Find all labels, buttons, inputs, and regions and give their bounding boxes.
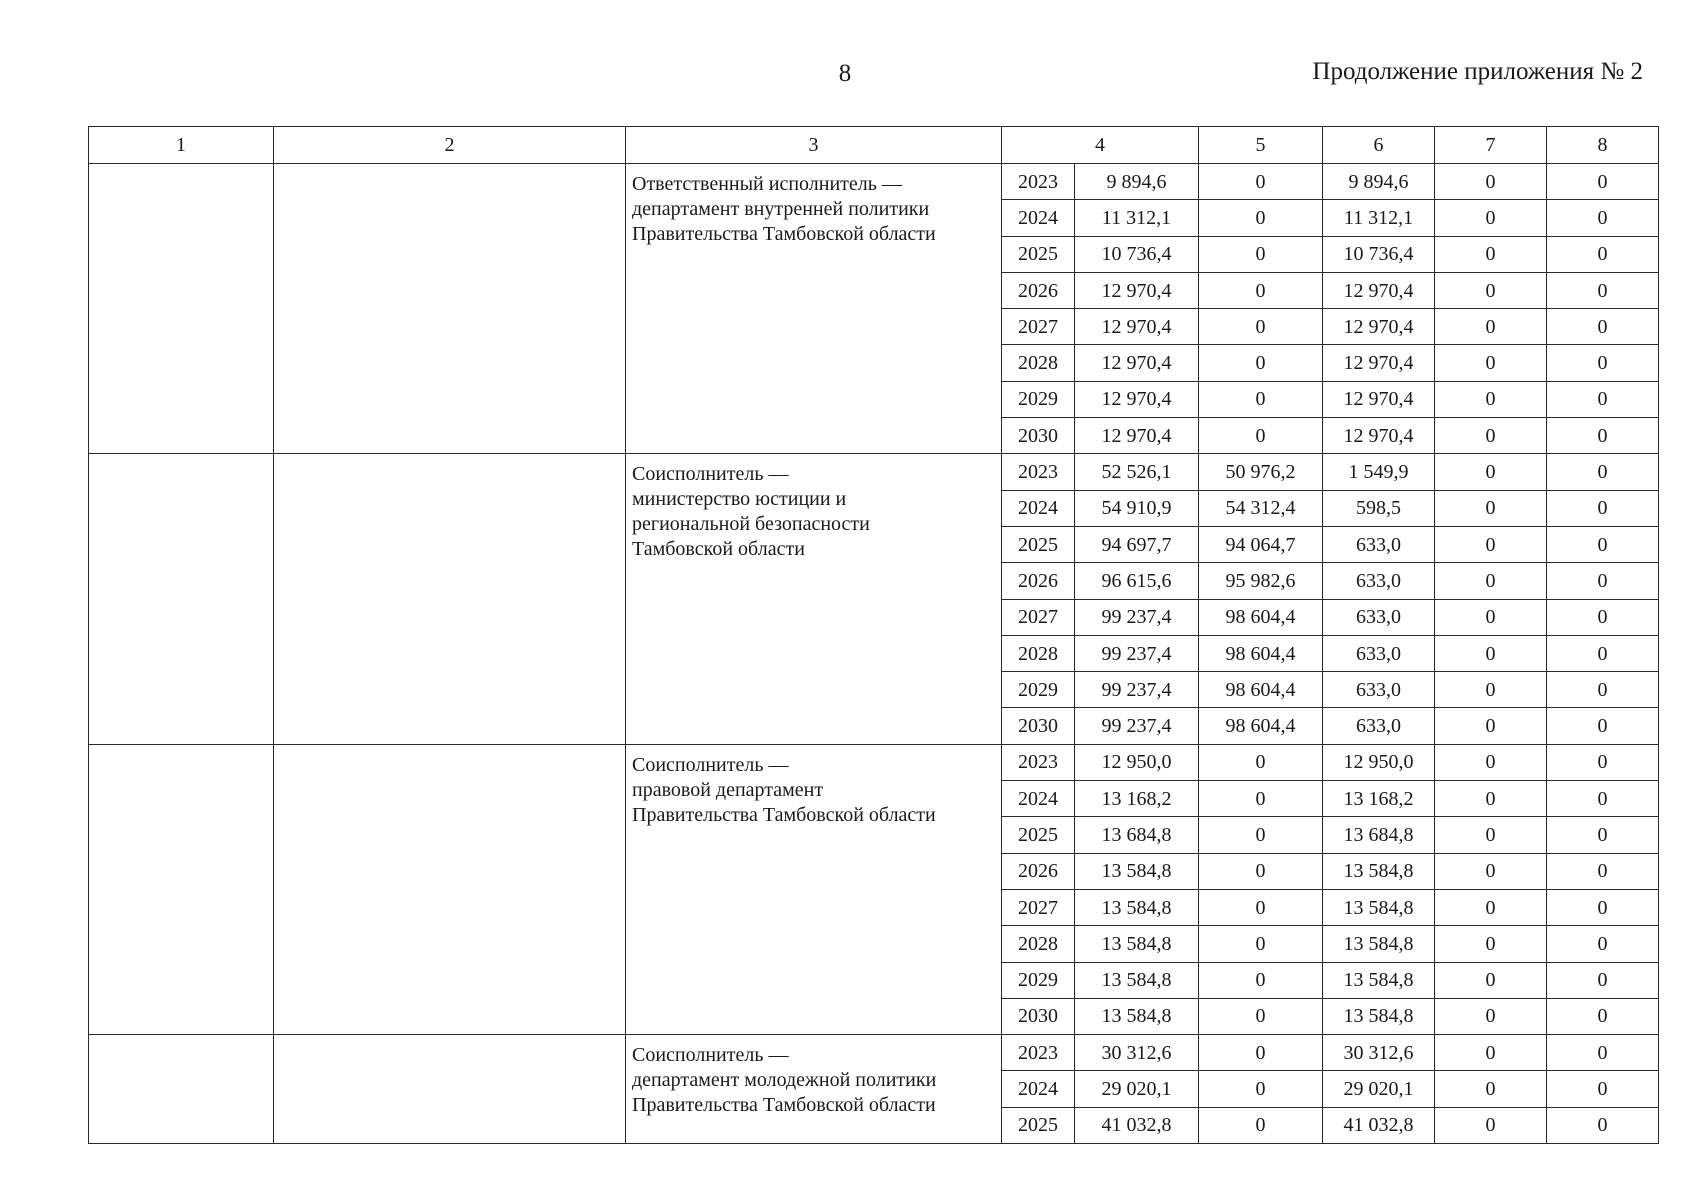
table-row (89, 454, 1659, 490)
value-cell-6: 29 020,1 (1323, 1071, 1435, 1107)
value-cell-4: 11 312,1 (1075, 200, 1199, 236)
value-cell-4: 10 736,4 (1075, 236, 1199, 272)
value-cell-7: 0 (1435, 309, 1547, 345)
value-cell-5: 0 (1199, 272, 1323, 308)
column-header: 2 (274, 127, 626, 164)
cell-col2 (274, 1035, 626, 1144)
value-cell-7: 0 (1435, 817, 1547, 853)
column-header: 8 (1547, 127, 1659, 164)
value-cell-7: 0 (1435, 236, 1547, 272)
year-cell: 2023 (1002, 1035, 1075, 1071)
value-cell-7: 0 (1435, 1071, 1547, 1107)
year-cell: 2027 (1002, 599, 1075, 635)
value-cell-7: 0 (1435, 889, 1547, 925)
column-header: 7 (1435, 127, 1547, 164)
value-cell-5: 98 604,4 (1199, 672, 1323, 708)
value-cell-6: 12 950,0 (1323, 744, 1435, 780)
value-cell-6: 12 970,4 (1323, 418, 1435, 454)
value-cell-4: 13 168,2 (1075, 781, 1199, 817)
value-cell-4: 12 970,4 (1075, 272, 1199, 308)
value-cell-5: 0 (1199, 998, 1323, 1034)
year-cell: 2024 (1002, 781, 1075, 817)
continuation-title: Продолжение приложения № 2 (1312, 58, 1643, 85)
executor-cell: Соисполнитель — министерство юстиции и региональной безопасности Тамбовской области (626, 454, 1002, 744)
value-cell-5: 0 (1199, 889, 1323, 925)
value-cell-5: 0 (1199, 853, 1323, 889)
column-header: 6 (1323, 127, 1435, 164)
cell-col2 (274, 744, 626, 1034)
value-cell-4: 94 697,7 (1075, 526, 1199, 562)
value-cell-4: 30 312,6 (1075, 1035, 1199, 1071)
value-cell-7: 0 (1435, 345, 1547, 381)
value-cell-8: 0 (1547, 1107, 1659, 1143)
value-cell-8: 0 (1547, 236, 1659, 272)
value-cell-5: 0 (1199, 200, 1323, 236)
value-cell-7: 0 (1435, 1035, 1547, 1071)
value-cell-8: 0 (1547, 418, 1659, 454)
value-cell-4: 12 950,0 (1075, 744, 1199, 780)
value-cell-8: 0 (1547, 708, 1659, 744)
header-row (89, 127, 1659, 164)
value-cell-5: 0 (1199, 418, 1323, 454)
table-row (89, 744, 1659, 780)
value-cell-5: 0 (1199, 962, 1323, 998)
value-cell-7: 0 (1435, 926, 1547, 962)
year-cell: 2025 (1002, 236, 1075, 272)
year-cell: 2026 (1002, 272, 1075, 308)
year-cell: 2028 (1002, 926, 1075, 962)
cell-col1 (89, 454, 274, 744)
value-cell-4: 12 970,4 (1075, 381, 1199, 417)
value-cell-8: 0 (1547, 200, 1659, 236)
value-cell-8: 0 (1547, 381, 1659, 417)
executor-cell: Соисполнитель — департамент молодежной политики Правительства Тамбовской области (626, 1035, 1002, 1144)
value-cell-4: 52 526,1 (1075, 454, 1199, 490)
year-cell: 2023 (1002, 454, 1075, 490)
value-cell-7: 0 (1435, 672, 1547, 708)
value-cell-7: 0 (1435, 998, 1547, 1034)
value-cell-5: 98 604,4 (1199, 708, 1323, 744)
value-cell-6: 633,0 (1323, 635, 1435, 671)
value-cell-6: 598,5 (1323, 490, 1435, 526)
value-cell-8: 0 (1547, 454, 1659, 490)
value-cell-6: 13 584,8 (1323, 962, 1435, 998)
value-cell-4: 12 970,4 (1075, 418, 1199, 454)
value-cell-4: 13 584,8 (1075, 962, 1199, 998)
year-cell: 2030 (1002, 998, 1075, 1034)
value-cell-5: 0 (1199, 236, 1323, 272)
value-cell-4: 54 910,9 (1075, 490, 1199, 526)
value-cell-6: 30 312,6 (1323, 1035, 1435, 1071)
value-cell-7: 0 (1435, 853, 1547, 889)
value-cell-5: 0 (1199, 817, 1323, 853)
column-header: 3 (626, 127, 1002, 164)
value-cell-4: 13 584,8 (1075, 998, 1199, 1034)
value-cell-4: 9 894,6 (1075, 164, 1199, 200)
cell-col2 (274, 454, 626, 744)
value-cell-8: 0 (1547, 1035, 1659, 1071)
year-cell: 2029 (1002, 962, 1075, 998)
value-cell-5: 0 (1199, 744, 1323, 780)
value-cell-5: 0 (1199, 309, 1323, 345)
value-cell-8: 0 (1547, 853, 1659, 889)
value-cell-7: 0 (1435, 454, 1547, 490)
year-cell: 2029 (1002, 672, 1075, 708)
value-cell-6: 13 168,2 (1323, 781, 1435, 817)
value-cell-4: 13 584,8 (1075, 926, 1199, 962)
value-cell-5: 0 (1199, 926, 1323, 962)
value-cell-6: 633,0 (1323, 672, 1435, 708)
year-cell: 2030 (1002, 418, 1075, 454)
value-cell-6: 11 312,1 (1323, 200, 1435, 236)
column-header: 5 (1199, 127, 1323, 164)
value-cell-5: 0 (1199, 164, 1323, 200)
year-cell: 2026 (1002, 563, 1075, 599)
value-cell-8: 0 (1547, 962, 1659, 998)
year-cell: 2030 (1002, 708, 1075, 744)
value-cell-7: 0 (1435, 599, 1547, 635)
value-cell-7: 0 (1435, 381, 1547, 417)
year-cell: 2029 (1002, 381, 1075, 417)
value-cell-5: 0 (1199, 1035, 1323, 1071)
value-cell-5: 0 (1199, 1107, 1323, 1143)
value-cell-8: 0 (1547, 1071, 1659, 1107)
value-cell-7: 0 (1435, 164, 1547, 200)
value-cell-5: 0 (1199, 781, 1323, 817)
value-cell-6: 13 684,8 (1323, 817, 1435, 853)
value-cell-6: 633,0 (1323, 708, 1435, 744)
value-cell-8: 0 (1547, 272, 1659, 308)
value-cell-6: 9 894,6 (1323, 164, 1435, 200)
value-cell-4: 12 970,4 (1075, 309, 1199, 345)
year-cell: 2024 (1002, 200, 1075, 236)
cell-col1 (89, 1035, 274, 1144)
value-cell-8: 0 (1547, 781, 1659, 817)
executor-cell: Ответственный исполнитель — департамент внутренней политики Правительства Тамбовской области (626, 164, 1002, 454)
year-cell: 2027 (1002, 309, 1075, 345)
value-cell-8: 0 (1547, 490, 1659, 526)
value-cell-6: 12 970,4 (1323, 381, 1435, 417)
budget-table (88, 126, 1659, 1144)
value-cell-4: 29 020,1 (1075, 1071, 1199, 1107)
value-cell-8: 0 (1547, 744, 1659, 780)
value-cell-7: 0 (1435, 272, 1547, 308)
value-cell-4: 41 032,8 (1075, 1107, 1199, 1143)
value-cell-8: 0 (1547, 599, 1659, 635)
value-cell-7: 0 (1435, 418, 1547, 454)
year-cell: 2026 (1002, 853, 1075, 889)
value-cell-4: 99 237,4 (1075, 599, 1199, 635)
value-cell-6: 12 970,4 (1323, 345, 1435, 381)
value-cell-6: 13 584,8 (1323, 853, 1435, 889)
year-cell: 2025 (1002, 1107, 1075, 1143)
value-cell-8: 0 (1547, 817, 1659, 853)
page-number: 8 (838, 60, 852, 87)
value-cell-5: 95 982,6 (1199, 563, 1323, 599)
table-body (89, 164, 1659, 1144)
year-cell: 2023 (1002, 744, 1075, 780)
value-cell-4: 12 970,4 (1075, 345, 1199, 381)
value-cell-8: 0 (1547, 926, 1659, 962)
cell-col2 (274, 164, 626, 454)
value-cell-8: 0 (1547, 345, 1659, 381)
value-cell-5: 50 976,2 (1199, 454, 1323, 490)
column-header: 4 (1002, 127, 1199, 164)
value-cell-7: 0 (1435, 200, 1547, 236)
value-cell-7: 0 (1435, 962, 1547, 998)
value-cell-6: 13 584,8 (1323, 998, 1435, 1034)
value-cell-6: 633,0 (1323, 563, 1435, 599)
value-cell-5: 0 (1199, 381, 1323, 417)
value-cell-5: 54 312,4 (1199, 490, 1323, 526)
value-cell-6: 633,0 (1323, 526, 1435, 562)
cell-col1 (89, 744, 274, 1034)
value-cell-6: 41 032,8 (1323, 1107, 1435, 1143)
value-cell-7: 0 (1435, 563, 1547, 599)
value-cell-8: 0 (1547, 635, 1659, 671)
year-cell: 2027 (1002, 889, 1075, 925)
table-row (89, 164, 1659, 200)
value-cell-4: 99 237,4 (1075, 708, 1199, 744)
value-cell-8: 0 (1547, 889, 1659, 925)
value-cell-4: 96 615,6 (1075, 563, 1199, 599)
value-cell-8: 0 (1547, 309, 1659, 345)
value-cell-6: 12 970,4 (1323, 272, 1435, 308)
year-cell: 2024 (1002, 1071, 1075, 1107)
value-cell-5: 0 (1199, 345, 1323, 381)
value-cell-4: 13 584,8 (1075, 853, 1199, 889)
value-cell-4: 13 584,8 (1075, 889, 1199, 925)
value-cell-8: 0 (1547, 998, 1659, 1034)
value-cell-6: 1 549,9 (1323, 454, 1435, 490)
value-cell-8: 0 (1547, 672, 1659, 708)
value-cell-7: 0 (1435, 781, 1547, 817)
value-cell-8: 0 (1547, 563, 1659, 599)
year-cell: 2024 (1002, 490, 1075, 526)
value-cell-6: 13 584,8 (1323, 926, 1435, 962)
value-cell-6: 13 584,8 (1323, 889, 1435, 925)
value-cell-7: 0 (1435, 490, 1547, 526)
value-cell-6: 12 970,4 (1323, 309, 1435, 345)
executor-cell: Соисполнитель — правовой департамент Правительства Тамбовской области (626, 744, 1002, 1034)
year-cell: 2025 (1002, 817, 1075, 853)
value-cell-6: 633,0 (1323, 599, 1435, 635)
value-cell-7: 0 (1435, 635, 1547, 671)
year-cell: 2023 (1002, 164, 1075, 200)
year-cell: 2028 (1002, 635, 1075, 671)
value-cell-7: 0 (1435, 1107, 1547, 1143)
value-cell-7: 0 (1435, 526, 1547, 562)
value-cell-6: 10 736,4 (1323, 236, 1435, 272)
value-cell-5: 0 (1199, 1071, 1323, 1107)
column-header: 1 (89, 127, 274, 164)
value-cell-5: 98 604,4 (1199, 635, 1323, 671)
year-cell: 2028 (1002, 345, 1075, 381)
value-cell-7: 0 (1435, 744, 1547, 780)
year-cell: 2025 (1002, 526, 1075, 562)
table-row (89, 1035, 1659, 1071)
value-cell-5: 94 064,7 (1199, 526, 1323, 562)
value-cell-4: 13 684,8 (1075, 817, 1199, 853)
value-cell-7: 0 (1435, 708, 1547, 744)
value-cell-8: 0 (1547, 164, 1659, 200)
value-cell-4: 99 237,4 (1075, 672, 1199, 708)
value-cell-8: 0 (1547, 526, 1659, 562)
value-cell-5: 98 604,4 (1199, 599, 1323, 635)
value-cell-4: 99 237,4 (1075, 635, 1199, 671)
cell-col1 (89, 164, 274, 454)
